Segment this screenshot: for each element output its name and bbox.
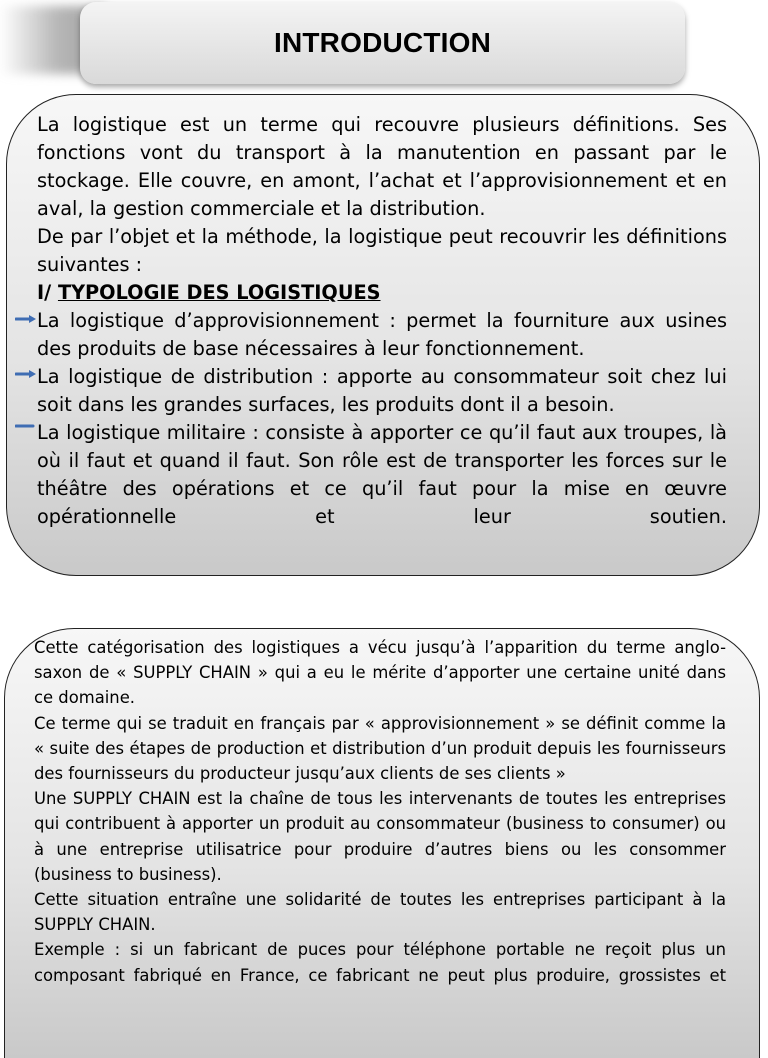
typology-content: [37, 111, 727, 531]
arrow-right-icon: [15, 367, 37, 381]
list-item-text: La logistique d’approvisionnement : permet la fourniture aux usines des produits de base nécessaires à leur fonctionnement.: [37, 309, 727, 360]
arrow-right-icon: [15, 311, 37, 325]
paragraph: Ce terme qui se traduit en français par « approvisionnement » se définit comme la « suite des étapes de production et distribution d’un produit depuis les fournisseurs des fournisseurs du producteur jusqu’aux clients de ses clients »: [34, 713, 726, 784]
paragraph: Une SUPPLY CHAIN est la chaîne de tous les intervenants de toutes les entreprises qui contribuent à apporter un produit au consommateur (business to consumer) ou à une entreprise utilisatrice pour produire d’autres biens ou les consommer (business to business).: [34, 789, 726, 884]
paragraph: Cette situation entraîne une solidarité de toutes les entreprises participant à la SUPPLY CHAIN.: [34, 890, 726, 935]
list-item-text: La logistique de distribution : apporte au consommateur soit chez lui soit dans les grandes surfaces, les produits dont il a besoin.: [37, 365, 727, 416]
section-heading-prefix: I/: [37, 281, 58, 304]
paragraph: Cette catégorisation des logistiques a vécu jusqu’à l’apparition du terme anglo-saxon de « SUPPLY CHAIN » qui a eu le mérite d’apporter une certaine unité dans ce domaine.: [34, 638, 726, 708]
intro-paragraph: La logistique est un terme qui recouvre plusieurs définitions. Ses fonctions vont du transport à la manutention en passant par le stockage. Elle couvre, en amont, l’achat et l’approvisionnement et en aval, la gestion commerciale et la distribution.: [37, 113, 727, 220]
intro-paragraph: De par l’objet et la méthode, la logistique peut recouvrir les définitions suivantes :: [37, 225, 727, 276]
section-heading-text: TYPOLOGIE DES LOGISTIQUES: [57, 281, 381, 304]
paragraph: Exemple : si un fabricant de puces pour téléphone portable ne reçoit plus un composant fabriqué en France, ce fabricant ne peut plus produire, grossistes et: [34, 940, 726, 985]
section-heading: [37, 279, 727, 307]
list-item: [37, 307, 727, 363]
page-title: INTRODUCTION: [273, 27, 492, 58]
dash-icon: [15, 423, 37, 437]
list-item-text: La logistique militaire : consiste à apporter ce qu’il faut aux troupes, là où il faut et quand il faut. Son rôle est de transporter les forces sur le théâtre des opérations et ce qu’il faut pour la mise en œuvre opérationnelle et leur soutien.: [37, 421, 727, 528]
supply-chain-content: [34, 635, 726, 988]
title-banner: [80, 2, 685, 84]
list-item: [37, 363, 727, 419]
list-item: [37, 419, 727, 531]
